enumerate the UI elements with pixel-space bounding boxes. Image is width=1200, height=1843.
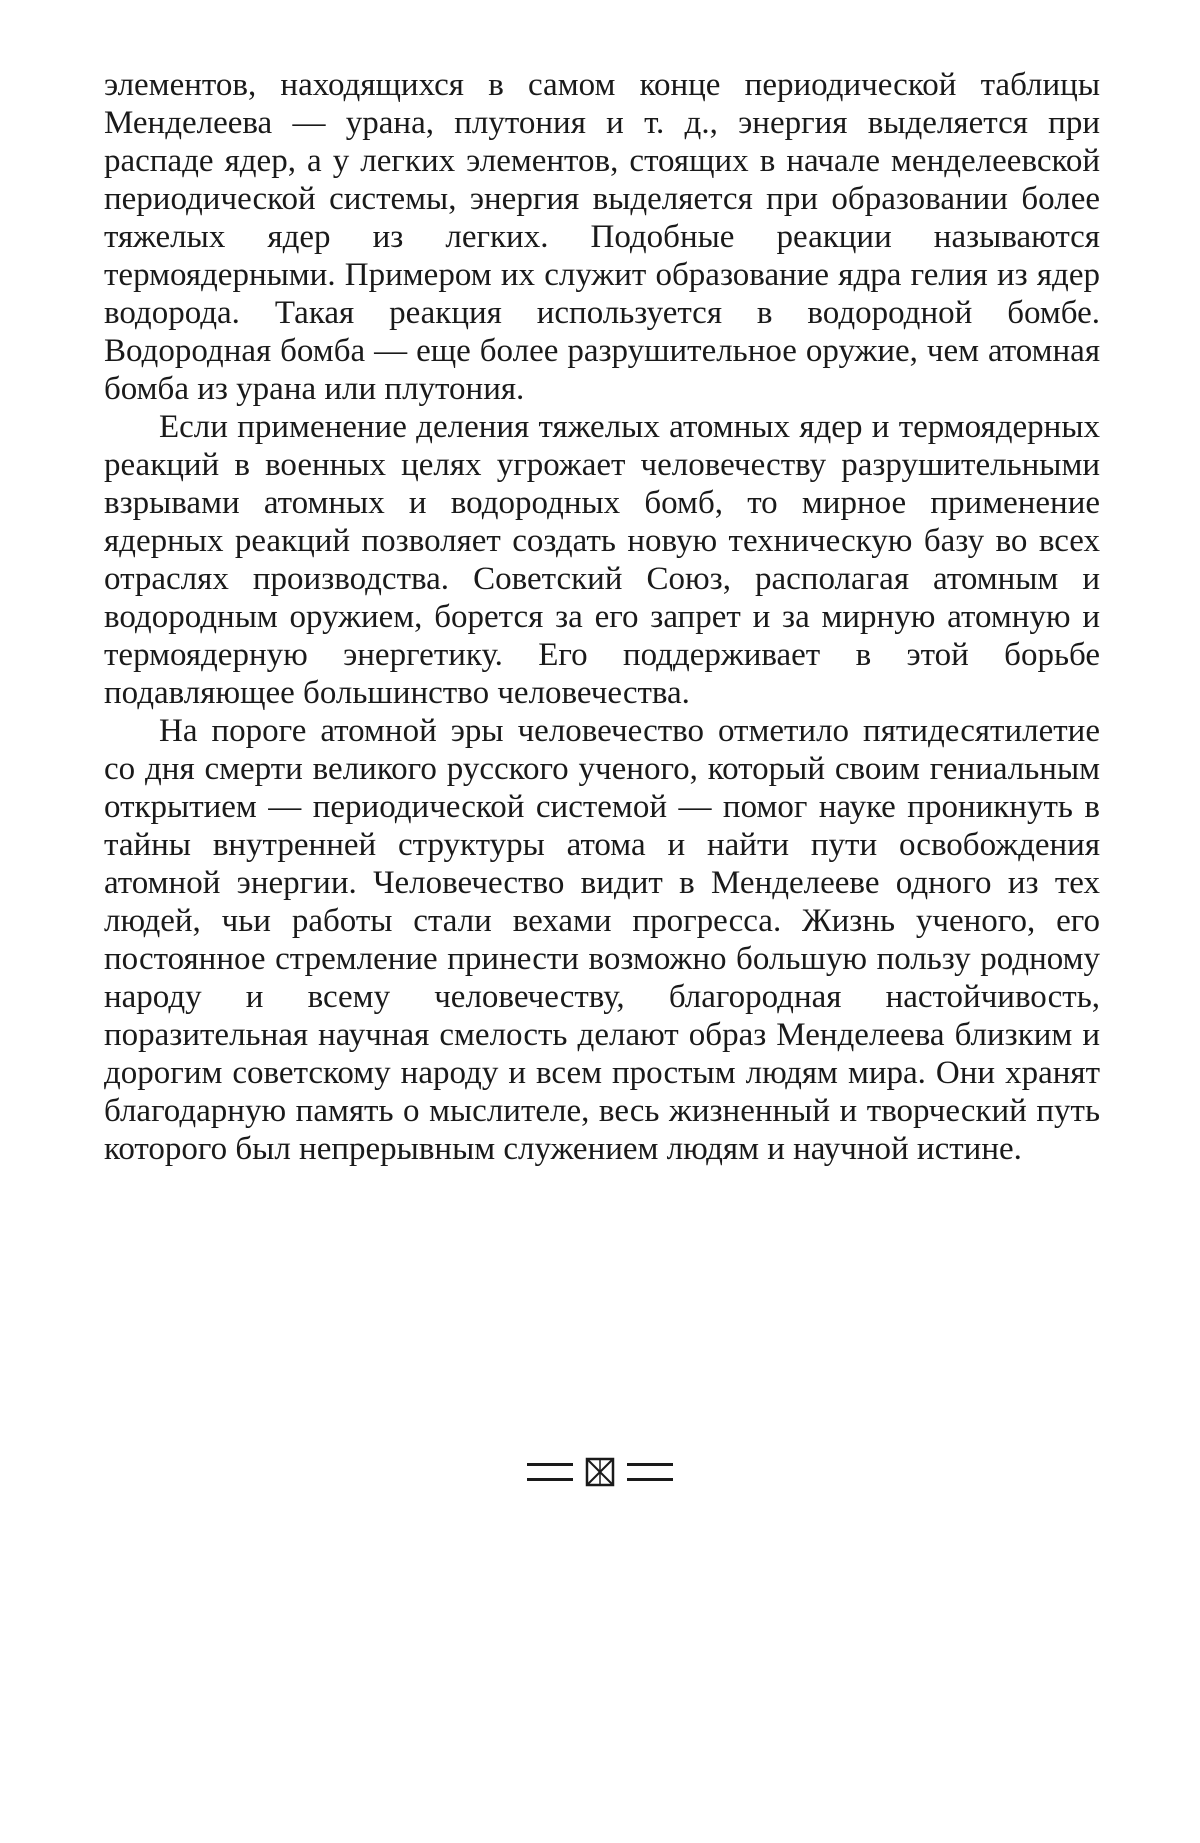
ornament-right-lines [627,1463,673,1481]
document-body [104,66,1100,1168]
paragraph-continuation: элементов, находящихся в самом конце периодической таблицы Менделеева — урана, плутония и т. д., энергия выделяется при распаде ядер, а у легких элементов, стоящих в начале менделеевской периодической системы, энергия выделяется при образовании более тяжелых ядер из легких. Подобные реакции называются термоядерными. Примером их служит образование ядра гелия из ядер водорода. Такая реакция используется в водородной бомбе. Водородная бомба — еще более разрушительное оружие, чем атомная бомба из урана или плутония. [104,67,1100,407]
end-of-chapter-ornament-icon [0,1452,1200,1492]
ornament-center-box-icon [585,1457,615,1487]
paragraph-peaceful-use: Если применение деления тяжелых атомных ядер и термоядерных реакций в военных целях угрожает человечеству разрушительными взрывами атомных и водородных бомб, то мирное применение ядерных реакций позволяет создать новую техническую базу во всех отраслях производства. Советский Союз, располагая атомным и водородным оружием, борется за его запрет и за мирную атомную и термоядерную энергетику. Его поддерживает в этой борьбе подавляющее большинство человечества. [104,409,1100,711]
ornament-left-lines [527,1463,573,1481]
paragraph-mendeleev-legacy: На пороге атомной эры человечество отметило пятидесятилетие со дня смерти великого русского ученого, который своим гениальным открытием — периодической системой — помог науке проникнуть в тайны внутренней структуры атома и найти пути освобождения атомной энергии. Человечество видит в Менделееве одного из тех людей, чьи работы стали вехами прогресса. Жизнь ученого, его постоянное стремление принести возможно большую пользу родному народу и всему человечеству, благородная настойчивость, поразительная научная смелость делают образ Менделеева близким и дорогим советскому народу и всем простым людям мира. Они хранят благодарную память о мыслителе, весь жизненный и творческий путь которого был непрерывным служением людям и научной истине. [104,713,1100,1167]
